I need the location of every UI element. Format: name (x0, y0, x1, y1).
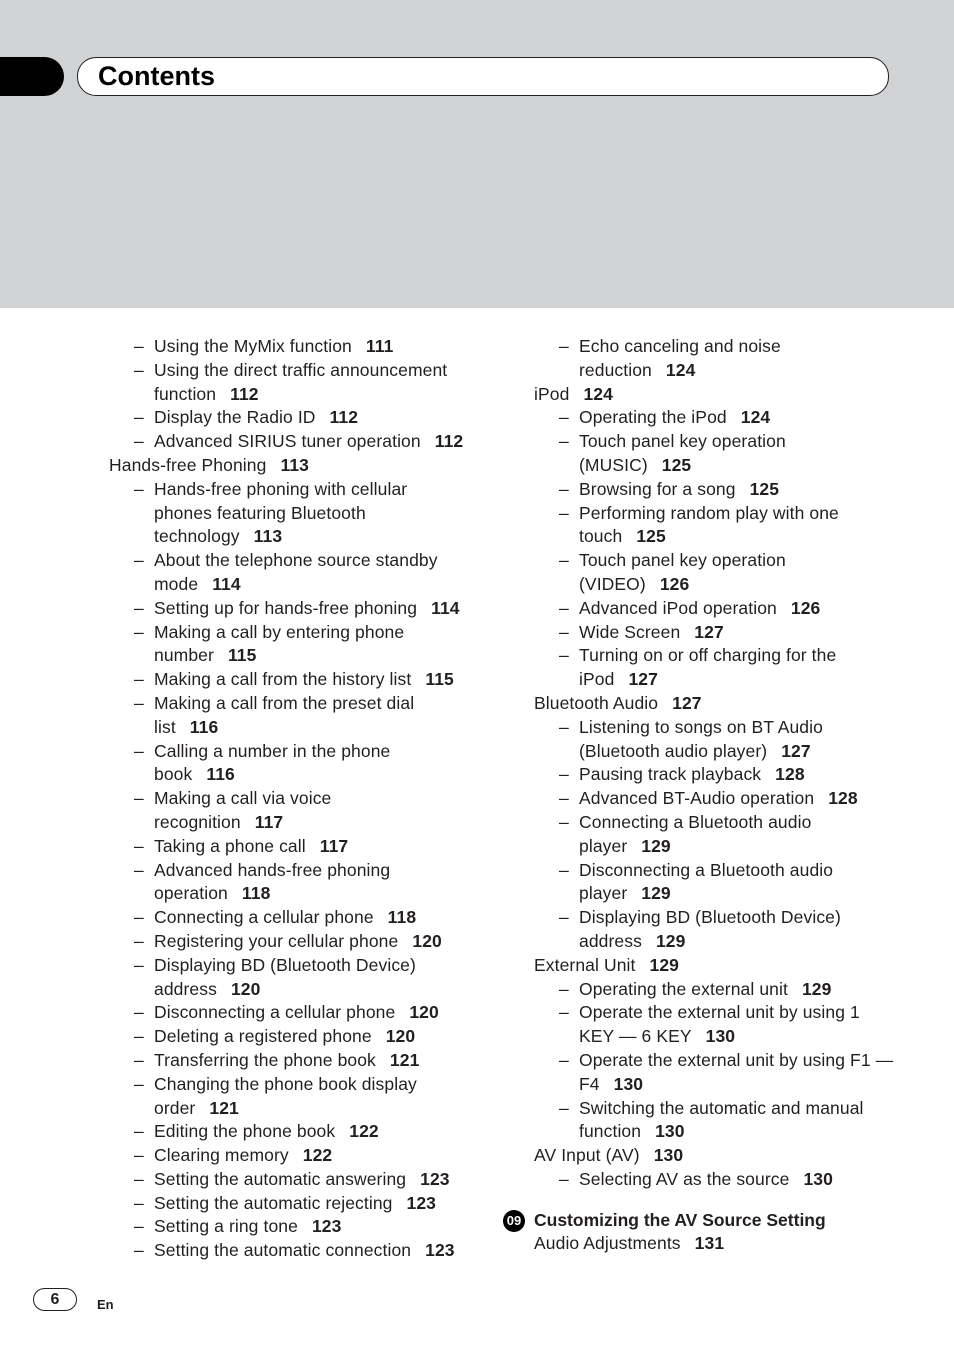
entry-dash: – (134, 1026, 144, 1047)
entry-text: (MUSIC) (579, 454, 648, 475)
toc-entry[interactable] (109, 454, 489, 478)
entry-dash: – (559, 336, 569, 356)
chapter-entries (534, 1232, 894, 1256)
entry-dash: – (134, 669, 144, 690)
entry-text: (Bluetooth audio player) (579, 740, 768, 761)
entry-text: Switching the automatic and manual (579, 1097, 864, 1118)
toc-subentry[interactable] (534, 859, 894, 907)
entry-text: Touch panel key operation (579, 431, 786, 452)
toc-subentry[interactable] (534, 1001, 894, 1049)
entry-page-number: 130 (653, 1145, 684, 1166)
entry-text: player (579, 883, 628, 904)
entry-text: address (154, 978, 217, 999)
entry-dash: – (134, 930, 144, 951)
page-number: 6 (33, 1288, 77, 1311)
toc-subentry[interactable] (109, 621, 489, 669)
toc-subentry[interactable] (109, 1168, 489, 1192)
entry-text: Disconnecting a cellular phone (154, 1002, 396, 1023)
toc-subentry[interactable] (109, 1025, 489, 1049)
entry-page-number: 115 (227, 645, 257, 666)
entry-dash: – (134, 1216, 144, 1237)
entry-page-number: 112 (230, 383, 259, 404)
toc-subentry[interactable] (109, 1215, 489, 1239)
entry-dash: – (559, 621, 569, 642)
toc-subentry[interactable] (109, 430, 489, 454)
entry-page-number: 112 (434, 431, 464, 452)
entry-text: Bluetooth Audio (534, 692, 659, 713)
entry-dash: – (134, 597, 144, 618)
toc-subentry[interactable] (109, 1001, 489, 1025)
entry-text: phones featuring Bluetooth (154, 502, 366, 523)
chapter-title: Customizing the AV Source Setting (534, 1210, 826, 1230)
toc-entry[interactable] (534, 954, 894, 978)
entry-page-number: 122 (349, 1121, 379, 1142)
entry-page-number: 118 (387, 907, 417, 928)
entry-text: Performing random play with one (579, 502, 839, 523)
entry-dash: – (559, 811, 569, 832)
entry-page-number: 117 (254, 811, 284, 832)
entry-dash: – (559, 1002, 569, 1023)
toc-subentry[interactable] (534, 1097, 894, 1145)
entry-text: Registering your cellular phone (154, 930, 399, 951)
entry-text: F4 (579, 1073, 600, 1094)
entry-text: technology (154, 526, 240, 547)
toc-subentry[interactable] (109, 692, 489, 740)
entry-text: Operate the external unit by using F1 — (579, 1049, 894, 1070)
entry-page-number: 115 (425, 669, 454, 690)
entry-dash: – (559, 431, 569, 452)
toc-subentry[interactable] (109, 906, 489, 930)
toc-entry[interactable] (534, 692, 894, 716)
entry-text: Advanced BT-Audio operation (579, 788, 815, 809)
toc-subentry[interactable] (534, 430, 894, 478)
entry-dash: – (559, 407, 569, 428)
entry-text: recognition (154, 811, 241, 832)
entry-text: (VIDEO) (579, 573, 646, 594)
entry-text: Clearing memory (154, 1145, 289, 1166)
entry-text: touch (579, 526, 623, 547)
entry-page-number: 129 (641, 883, 671, 904)
toc-subentry[interactable] (534, 644, 894, 692)
entry-text: Hands-free phoning with cellular (154, 478, 408, 499)
header-band (0, 0, 954, 308)
entry-dash: – (134, 1192, 144, 1213)
toc-subentry[interactable] (109, 549, 489, 597)
entry-page-number: 125 (636, 526, 666, 547)
entry-page-number: 127 (694, 621, 724, 642)
entry-page-number: 114 (212, 573, 241, 594)
entry-text: Editing the phone book (154, 1121, 336, 1142)
entry-page-number: 123 (425, 1240, 455, 1261)
toc-subentry[interactable] (109, 835, 489, 859)
toc-subentry[interactable] (534, 906, 894, 954)
entry-text: Selecting AV as the source (579, 1168, 790, 1189)
entry-text: Browsing for a song (579, 478, 736, 499)
entry-page-number: 124 (665, 359, 696, 380)
entry-dash: – (559, 645, 569, 666)
entry-dash: – (134, 788, 144, 809)
chapter-number-badge: 09 (503, 1210, 525, 1232)
entry-text: Wide Screen (579, 621, 681, 642)
entry-text: Connecting a Bluetooth audio (579, 811, 812, 832)
toc-entry[interactable] (534, 383, 894, 407)
entry-text: Displaying BD (Bluetooth Device) (579, 907, 841, 928)
entry-page-number: 121 (209, 1097, 239, 1118)
entry-text: Advanced hands-free phoning (154, 859, 391, 880)
entry-page-number: 120 (409, 1002, 439, 1023)
language-label: En (97, 1297, 114, 1312)
entry-text: Setting the automatic connection (154, 1240, 412, 1261)
toc-subentry[interactable] (534, 763, 894, 787)
entry-page-number: 128 (775, 764, 805, 785)
entry-dash: – (134, 692, 144, 713)
toc-subentry[interactable] (109, 859, 489, 907)
entry-dash: – (559, 788, 569, 809)
entry-text: operation (154, 883, 228, 904)
entry-dash: – (559, 716, 569, 737)
entry-page-number: 130 (613, 1073, 644, 1094)
toc-subentry[interactable] (109, 1073, 489, 1121)
entry-text: Setting a ring tone (154, 1216, 298, 1237)
toc-subentry[interactable] (109, 740, 489, 788)
entry-dash: – (559, 550, 569, 571)
page-title: Contents (98, 61, 215, 91)
entry-text: External Unit (534, 954, 636, 975)
entry-text: player (579, 835, 628, 856)
toc-subentry[interactable] (534, 502, 894, 550)
entry-page-number: 125 (661, 454, 692, 475)
toc-subentry[interactable] (534, 1049, 894, 1097)
entry-page-number: 130 (655, 1121, 685, 1142)
entry-text: Connecting a cellular phone (154, 907, 374, 928)
toc-left-column (109, 335, 489, 1263)
entry-dash: – (134, 478, 144, 499)
toc-subentry[interactable] (534, 787, 894, 811)
entry-text: KEY — 6 KEY (579, 1026, 692, 1047)
entry-text: Listening to songs on BT Audio (579, 716, 823, 737)
entry-text: Operating the external unit (579, 978, 788, 999)
toc-subentry[interactable] (109, 406, 489, 430)
entry-dash: – (134, 1049, 144, 1070)
entry-text: Making a call via voice (154, 788, 332, 809)
entry-text: mode (154, 573, 199, 594)
entry-text: iPod (534, 383, 570, 404)
entry-page-number: 123 (420, 1168, 450, 1189)
entry-text: AV Input (AV) (534, 1145, 640, 1166)
toc-subentry[interactable] (109, 335, 489, 359)
entry-page-number: 113 (253, 526, 283, 547)
toc-entry[interactable] (534, 1232, 894, 1256)
entry-page-number: 129 (655, 930, 686, 951)
entry-page-number: 124 (583, 383, 613, 404)
toc-subentry[interactable] (534, 1168, 894, 1192)
entry-text: Operating the iPod (579, 407, 727, 428)
entry-page-number: 129 (801, 978, 832, 999)
entry-page-number: 116 (206, 764, 235, 785)
entry-dash: – (134, 1240, 144, 1261)
entry-page-number: 111 (365, 336, 394, 356)
toc-subentry[interactable] (534, 716, 894, 764)
entry-text: Transferring the phone book (154, 1049, 376, 1070)
entry-text: Pausing track playback (579, 764, 762, 785)
toc-entry[interactable] (534, 1144, 894, 1168)
entry-page-number: 130 (705, 1026, 736, 1047)
entry-dash: – (559, 1168, 569, 1189)
entry-dash: – (134, 907, 144, 928)
entry-text: address (579, 930, 642, 951)
toc-subentry[interactable] (109, 930, 489, 954)
entry-text: list (154, 716, 176, 737)
entry-text: function (154, 383, 217, 404)
entry-text: Display the Radio ID (154, 407, 316, 428)
entry-page-number: 112 (329, 407, 359, 428)
entry-page-number: 129 (649, 954, 679, 975)
toc-subentry[interactable] (109, 787, 489, 835)
entry-dash: – (134, 1145, 144, 1166)
entry-dash: – (559, 502, 569, 523)
entry-page-number: 117 (319, 835, 349, 856)
entry-page-number: 126 (659, 573, 690, 594)
entry-page-number: 114 (431, 597, 460, 618)
entry-page-number: 113 (280, 454, 310, 475)
entry-dash: – (559, 597, 569, 618)
toc-subentry[interactable] (109, 954, 489, 1002)
entry-text: book (154, 764, 193, 785)
entry-text: reduction (579, 359, 652, 380)
toc-subentry[interactable] (534, 978, 894, 1002)
toc-subentry[interactable] (534, 811, 894, 859)
entry-dash: – (134, 407, 144, 428)
entry-dash: – (134, 1121, 144, 1142)
section-tab (0, 57, 64, 96)
entry-dash: – (559, 859, 569, 880)
entry-text: iPod (579, 669, 615, 690)
entry-page-number: 128 (828, 788, 858, 809)
entry-page-number: 125 (749, 478, 780, 499)
entry-text: Turning on or off charging for the (579, 645, 837, 666)
toc-subentry[interactable] (109, 1049, 489, 1073)
entry-page-number: 127 (781, 740, 811, 761)
entry-page-number: 130 (803, 1168, 833, 1189)
entry-dash: – (559, 1049, 569, 1070)
entry-text: Setting up for hands-free phoning (154, 597, 418, 618)
entry-text: Audio Adjustments (534, 1233, 681, 1253)
entry-text: Disconnecting a Bluetooth audio (579, 859, 834, 880)
toc-subentry[interactable] (109, 597, 489, 621)
entry-dash: – (559, 1097, 569, 1118)
entry-page-number: 127 (672, 692, 702, 713)
entry-dash: – (134, 431, 144, 452)
toc-subentry[interactable] (109, 1120, 489, 1144)
entry-dash: – (559, 907, 569, 928)
entry-dash: – (134, 359, 144, 380)
entry-page-number: 120 (412, 930, 442, 951)
entry-page-number: 126 (790, 597, 821, 618)
toc-subentry[interactable] (109, 1144, 489, 1168)
entry-page-number: 124 (740, 407, 771, 428)
entry-text: Touch panel key operation (579, 550, 786, 571)
entry-page-number: 127 (628, 669, 658, 690)
entry-dash: – (559, 478, 569, 499)
entry-page-number: 129 (641, 835, 671, 856)
toc-subentry[interactable] (109, 668, 489, 692)
entry-text: Operate the external unit by using 1 (579, 1002, 860, 1023)
toc-subentry[interactable] (109, 1192, 489, 1216)
entry-text: order (154, 1097, 196, 1118)
entry-dash: – (134, 835, 144, 856)
entry-text: Using the MyMix function (154, 336, 352, 356)
entry-text: Making a call from the preset dial (154, 692, 415, 713)
entry-text: Advanced iPod operation (579, 597, 777, 618)
toc-subentry[interactable] (534, 549, 894, 597)
entry-text: Taking a phone call (154, 835, 306, 856)
entry-text: Echo canceling and noise (579, 336, 781, 356)
entry-page-number: 120 (385, 1026, 416, 1047)
entry-dash: – (134, 859, 144, 880)
entry-text: Displaying BD (Bluetooth Device) (154, 954, 416, 975)
entry-page-number: 123 (311, 1216, 342, 1237)
entry-text: number (154, 645, 214, 666)
entry-dash: – (134, 1002, 144, 1023)
entry-page-number: 121 (389, 1049, 420, 1070)
entry-dash: – (134, 621, 144, 642)
title-frame (77, 57, 889, 96)
entry-text: Calling a number in the phone (154, 740, 391, 761)
entry-page-number: 122 (302, 1145, 333, 1166)
entry-page-number: 116 (189, 716, 219, 737)
entry-page-number: 120 (230, 978, 261, 999)
entry-text: Setting the automatic rejecting (154, 1192, 393, 1213)
entry-text: About the telephone source standby (154, 550, 438, 571)
entry-text: Hands-free Phoning (109, 454, 267, 475)
entry-dash: – (559, 978, 569, 999)
entry-dash: – (134, 954, 144, 975)
entry-text: Making a call by entering phone (154, 621, 405, 642)
entry-dash: – (134, 336, 144, 356)
entry-text: Changing the phone book display (154, 1073, 417, 1094)
entry-text: function (579, 1121, 642, 1142)
toc-subentry[interactable] (109, 359, 489, 407)
toc-subentry[interactable] (534, 406, 894, 430)
toc-subentry[interactable] (534, 478, 894, 502)
entry-dash: – (134, 1168, 144, 1189)
toc-subentry[interactable] (534, 335, 894, 383)
toc-subentry[interactable] (534, 621, 894, 645)
toc-subentry[interactable] (109, 478, 489, 549)
entry-page-number: 118 (241, 883, 271, 904)
entry-text: Advanced SIRIUS tuner operation (154, 431, 421, 452)
entry-text: Deleting a registered phone (154, 1026, 372, 1047)
toc-subentry[interactable] (534, 597, 894, 621)
toc-right-column (534, 335, 894, 1192)
entry-dash: – (134, 740, 144, 761)
entry-dash: – (134, 1073, 144, 1094)
entry-text: Setting the automatic answering (154, 1168, 407, 1189)
toc-subentry[interactable] (109, 1239, 489, 1263)
entry-page-number: 123 (406, 1192, 437, 1213)
entry-page-number: 131 (694, 1233, 725, 1253)
entry-text: Using the direct traffic announcement (154, 359, 448, 380)
entry-text: Making a call from the history list (154, 669, 412, 690)
entry-dash: – (559, 764, 569, 785)
entry-dash: – (134, 550, 144, 571)
